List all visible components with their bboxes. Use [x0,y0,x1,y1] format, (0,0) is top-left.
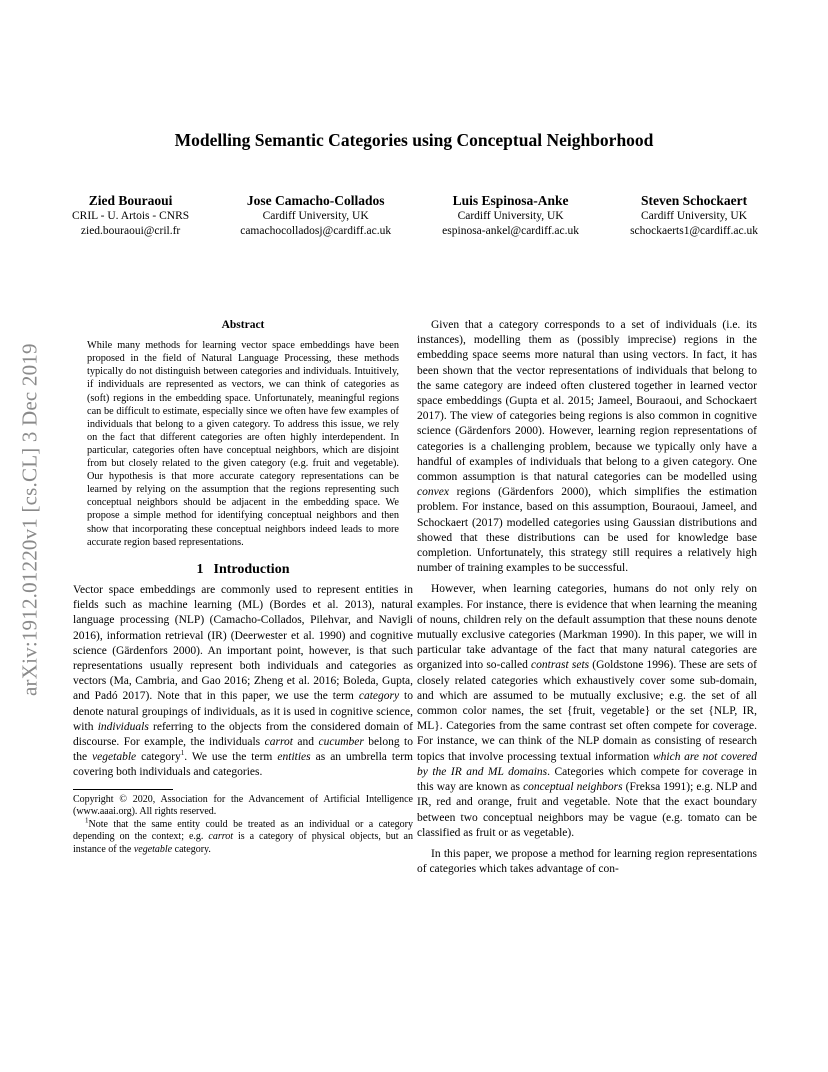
abstract-heading: Abstract [221,319,265,331]
right-column [417,318,757,883]
arxiv-identifier: arXiv:1912.01220v1 [cs.CL] 3 Dec 2019 [17,343,42,697]
author-email: zied.bouraoui@cril.fr [80,225,181,237]
author-email: camachocolladosj@cardiff.ac.uk [240,225,392,237]
section-title: Introduction [213,561,290,577]
section-number: 1 [196,561,204,577]
author-email: espinosa-ankel@cardiff.ac.uk [442,225,579,237]
author-name: Jose Camacho-Collados [246,193,385,208]
author-block [72,192,189,239]
author-block [240,192,391,239]
paper-title: Modelling Semantic Categories using Conceptual Neighborhood [174,130,654,150]
section-heading-introduction [73,562,413,577]
body-paragraph: In this paper, we propose a method for learning region representations of categories which takes advantage of con- [417,847,757,876]
author-name: Zied Bouraoui [88,193,173,208]
author-affiliation: Cardiff University, UK [262,210,369,222]
author-block [442,192,579,239]
abstract-text: While many methods for learning vector space embeddings have been proposed in the field of Natural Language Processing, these methods typically do not distinguish between categories and individuals. Intuitively, if individuals are represented as vectors, we can think of categories as (soft) regions in the embedding space. Unfortunately, meaningful regions can be difficult to estimate, especially since we often have few examples of individuals that belong to a given category. To address this issue, we rely on the fact that different categories are often highly interdependent. In particular, categories often have conceptual neighbors, which are disjoint from but closely related to the given category (e.g. fruit and vegetable). Our hypothesis is that more accurate category representations can be learned by relying on the assumption that the regions representing such conceptual neighbors should be adjacent in the embedding space. We propose a simple method for identifying conceptual neighbors and then show that incorporating these conceptual neighbors indeed leads to more accurate region based representations. [87,340,399,548]
footnote-1: $^1$Note that the same entity could be treated as an individual or a category depending on the context; e.g. carrot is a category of physical objects, but an instance of the vegetable category. [73,816,413,855]
copyright-notice: Copyright © 2020, Association for the Advancement of Artificial Intelligence (www.aaai.org). All rights reserved. [73,793,413,818]
footnote-divider [73,789,173,790]
author-affiliation: CRIL - U. Artois - CNRS [72,210,190,222]
author-email: schockaerts1@cardiff.ac.uk [630,225,758,237]
author-affiliation: Cardiff University, UK [457,210,564,222]
body-paragraph: Given that a category corresponds to a set of individuals (i.e. its instances), modelling them as (possibly imprecise) regions in the embedding space seems more natural than using vectors. In fact, it has been shown that the vector representations of individuals that belong to the same category are indeed often clustered together in learned vector space embeddings (Gupta et al. 2015; Jameel, Bouraoui, and Schockaert 2017). The view of categories being regions is also common in cognitive science (Gärdenfors 2000). However, learning region representations of categories is a challenging problem, because we typically only have a handful of examples of individuals that belong to a given category. One common assumption is that natural categories can be modelled using convex regions (Gärdenfors 2000), which simplifies the estimation problem. For instance, based on this assumption, Bouraoui, Jameel, and Schockaert (2017) modelled categories using Gaussian distributions and showed that these distributions can be used for knowledge base completion. Unfortunately, this strategy still requires a relatively high number of training examples to be successful. [417,319,757,575]
author-affiliation: Cardiff University, UK [641,210,748,222]
author-list [72,192,758,239]
left-column [73,318,413,856]
author-name: Luis Espinosa-Anke [452,193,569,208]
intro-paragraph: Vector space embeddings are commonly used to represent entities in fields such as machine learning (ML) (Bordes et al. 2013), natural language processing (NLP) (Camacho-Collados, Pilehvar, and Navigli 2016), information retrieval (IR) (Deerwester et al. 1990) and cognitive science (Gärdenfors 2000). An important point, however, is that such representations usually represent both individuals and categories as vectors (Ma, Cambria, and Gao 2016; Zheng et al. 2016; Boleda, Gupta, and Padó 2017). Note that in this paper, we use the term category to denote natural groupings of individuals, as it is used in cognitive science, with individuals referring to the objects from the considered domain of discourse. For example, the individuals carrot and cucumber belong to the vegetable category$^1$. We use the term entities as an umbrella term covering both individuals and categories. [73,583,414,779]
footnote-mark: 1 [180,749,185,758]
body-paragraph: However, when learning categories, humans do not only rely on examples. For instance, there is evidence that when learning the meaning of nouns, children rely on the default assumption that these nouns denote mutually exclusive categories (Markman 1990). In this paper, we will in particular take advantage of the fact that many natural categories are organized into so-called contrast sets (Goldstone 1996). These are sets of closely related categories which exhaustively cover some sub-domain, and which are assumed to be mutually exclusive; e.g. the set of all common color names, the set {fruit, vegetable} or the set {NLP, IR, ML}. Categories from the same contrast set often compete for coverage. For instance, we can think of the NLP domain as consisting of research topics that involve processing textual information which are not covered by the IR and ML domains. Categories which compete for coverage in this way are known as conceptual neighbors (Freksa 1991); e.g. NLP and IR, red and orange, fruit and vegetable. Note that the exact boundary between two conceptual neighbors may be vague (e.g. tomato can be classified as fruit or as vegetable). [417,583,757,839]
author-name: Steven Schockaert [640,193,748,208]
author-block [630,192,758,239]
